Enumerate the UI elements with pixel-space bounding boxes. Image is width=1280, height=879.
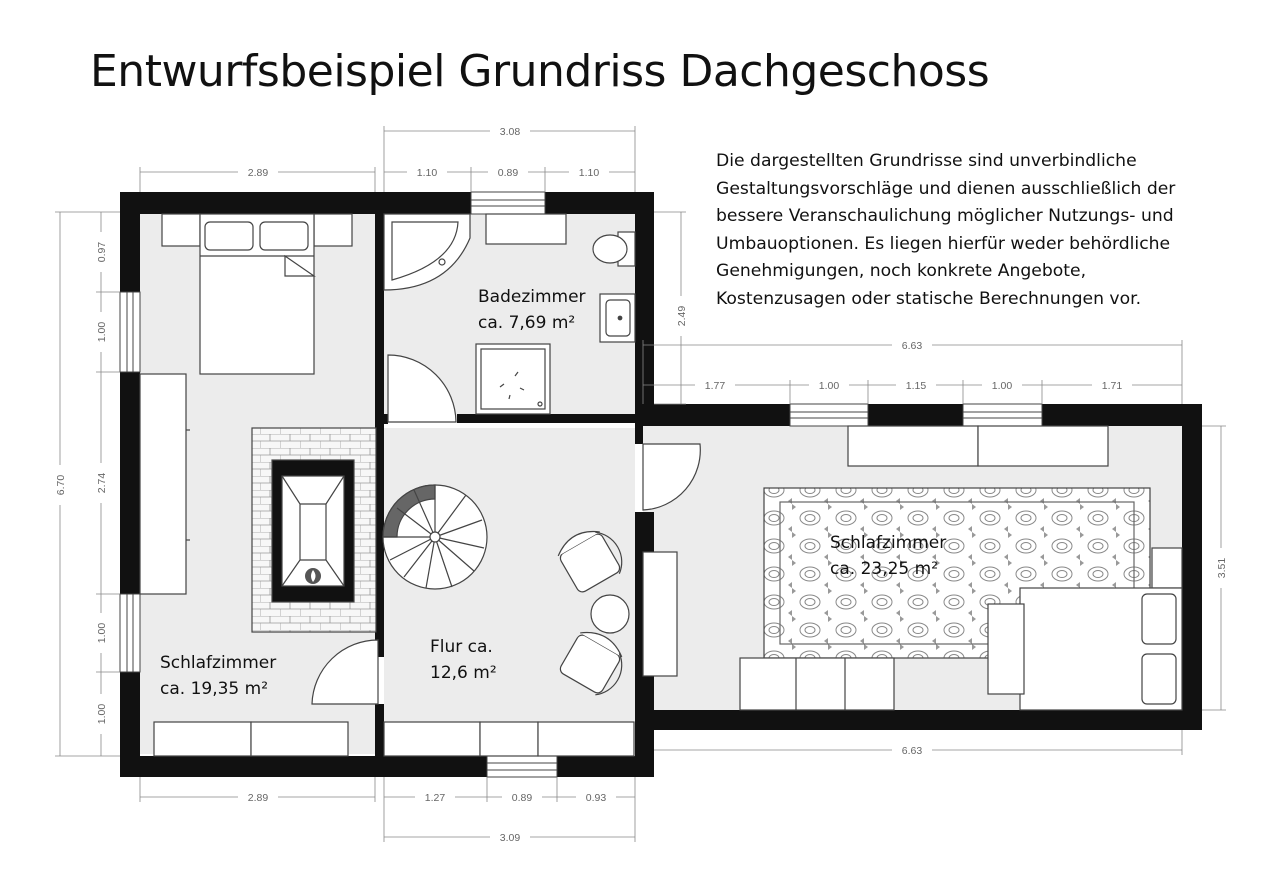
dim-bottom-flur-seg3: 0.93 — [585, 792, 607, 804]
room-area-schlafzimmer-right: ca. 23,25 m² — [830, 559, 939, 579]
sideboard — [251, 722, 348, 756]
wardrobe — [140, 374, 186, 594]
wall — [120, 192, 375, 214]
room-area-badezimmer: ca. 7,69 m² — [478, 313, 576, 333]
dim-left-seg3: 2.74 — [96, 472, 108, 494]
disclaimer-line: Umbauoptionen. Es liegen hierfür weder behördliche — [716, 233, 1171, 254]
room-name-schlafzimmer-left: Schlafzimmer — [160, 653, 277, 673]
dim-bottom-flur-seg1: 1.27 — [424, 792, 446, 804]
pillow — [1142, 594, 1176, 644]
dim-right-top-seg1: 1.77 — [704, 380, 726, 392]
tv-board — [643, 552, 677, 676]
dim-bottom-flur-total: 3.09 — [499, 832, 521, 844]
dim-right-top-seg3: 1.15 — [905, 380, 927, 392]
dim-right-bottom: 6.63 — [901, 745, 923, 757]
sideboard — [154, 722, 251, 756]
dim-right-side: 3.51 — [1216, 557, 1228, 579]
dim-top-left: 2.89 — [247, 167, 269, 179]
side-table — [591, 595, 629, 633]
wall — [1042, 404, 1202, 426]
pillow — [260, 222, 308, 250]
wardrobe — [848, 426, 978, 466]
dim-right-top-seg2: 1.00 — [818, 380, 840, 392]
wall — [635, 192, 654, 424]
dim-top-bath-total: 3.08 — [499, 126, 521, 138]
dim-left-seg1: 0.97 — [96, 241, 108, 263]
dim-right-top-seg5: 1.71 — [1101, 380, 1123, 392]
wall — [375, 756, 487, 777]
wardrobe — [978, 426, 1108, 466]
wall — [635, 710, 1202, 730]
wall — [868, 404, 963, 426]
wall — [375, 192, 471, 214]
wall — [635, 426, 643, 444]
pillow — [1142, 654, 1176, 704]
dim-left-seg4: 1.00 — [96, 622, 108, 644]
window — [471, 192, 545, 214]
bed-headboard-table — [1152, 548, 1182, 588]
window — [487, 756, 557, 777]
disclaimer-line: Kostenzusagen oder statische Berechnungen vor. — [716, 288, 1142, 309]
dim-bath-right: 2.49 — [676, 305, 688, 327]
room-area-flur: 12,6 m² — [430, 663, 497, 683]
sofa — [740, 658, 894, 710]
sideboard — [538, 722, 634, 756]
vanity-counter — [486, 214, 566, 244]
floor-flur — [384, 428, 635, 754]
dim-left-seg2: 1.00 — [96, 321, 108, 343]
bedside-table — [314, 214, 352, 246]
dim-bottom-flur-seg2: 0.89 — [511, 792, 533, 804]
wall — [1182, 404, 1202, 730]
window — [120, 292, 140, 372]
dim-top-bath-seg2: 0.89 — [497, 167, 519, 179]
disclaimer-line: bessere Veranschaulichung möglicher Nutzungs- und — [716, 206, 1174, 227]
dim-left-seg5: 1.00 — [96, 703, 108, 725]
wall — [557, 756, 654, 777]
sideboard — [480, 722, 538, 756]
dim-top-bath-seg3: 1.10 — [578, 167, 600, 179]
dim-right-top-seg4: 1.00 — [991, 380, 1013, 392]
wall — [635, 404, 790, 426]
toilet — [593, 235, 627, 263]
wall — [120, 756, 375, 777]
disclaimer-line: Gestaltungsvorschläge und dienen ausschließlich der — [716, 178, 1176, 199]
dim-bottom-left: 2.89 — [247, 792, 269, 804]
window — [790, 404, 868, 426]
window — [120, 594, 140, 672]
pillow — [205, 222, 253, 250]
sideboard — [384, 722, 480, 756]
dim-top-bath-seg1: 1.10 — [416, 167, 438, 179]
wall — [120, 192, 140, 292]
room-name-flur: Flur ca. — [430, 637, 493, 657]
bedside-table — [162, 214, 200, 246]
dim-left-total: 6.70 — [55, 474, 67, 496]
wall — [457, 414, 635, 423]
room-name-badezimmer: Badezimmer — [478, 287, 586, 307]
disclaimer-line: Die dargestellten Grundrisse sind unverbindliche — [716, 151, 1137, 171]
window — [963, 404, 1042, 426]
dim-right-top-total: 6.63 — [901, 340, 923, 352]
wall — [120, 372, 140, 594]
disclaimer-line: Genehmigungen, noch konkrete Angebote, — [716, 261, 1087, 282]
room-area-schlafzimmer-left: ca. 19,35 m² — [160, 679, 269, 699]
plan-title: Entwurfsbeispiel Grundriss Dachgeschoss — [90, 46, 990, 97]
room-name-schlafzimmer-right: Schlafzimmer — [830, 533, 947, 553]
